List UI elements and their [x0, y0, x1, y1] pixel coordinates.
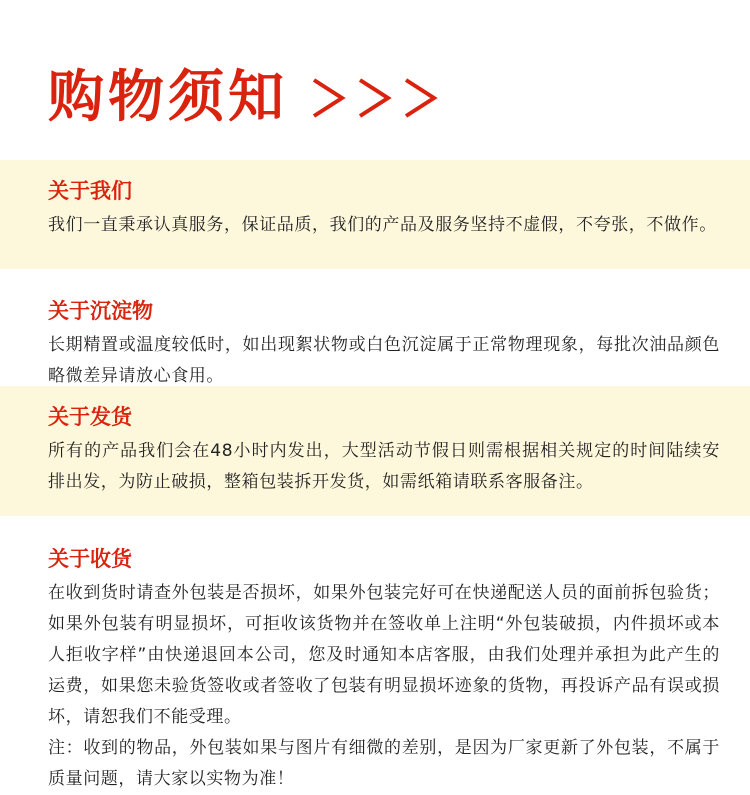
page-title [48, 66, 438, 130]
title-arrows [310, 76, 438, 120]
section-note: 注：收到的物品，外包装如果与图片有细微的差别，是因为厂家更新了外包装，不属于质量问题，请大家以实物为准！ [48, 738, 720, 789]
chevron-right-icon [310, 76, 346, 120]
section-paragraph: 在收到货时请查外包装是否损坏，如果外包装完好可在快递配送人员的面前拆包验货；如果外包装有明显损坏，可拒收该货物并在签收单上注明“外包装破损，内件损坏或本人拒收字样”由快递退回本公司，您及时通知本店客服，由我们处理并承担为此产生的运费，如果您未验货签收或者签收了包装有明显损坏迹象的货物，再投诉产品有误或损坏，请恕我们不能受理。 [48, 583, 720, 727]
section-heading: 关于沉淀物 [48, 299, 153, 323]
section-about-us [0, 160, 750, 269]
section-shipping [0, 386, 750, 516]
section-paragraph: 长期精置或温度较低时，如出现絮状物或白色沉淀属于正常物理现象，每批次油品颜色略微差异请放心食用。 [48, 335, 720, 386]
chevron-right-icon [356, 76, 392, 120]
chevron-right-icon [402, 76, 438, 120]
section-body [48, 210, 720, 241]
section-receipt [0, 528, 750, 789]
section-body [48, 578, 720, 795]
section-paragraph: 所有的产品我们会在48小时内发出，大型活动节假日则需根据相关规定的时间陆续安排出发，为防止破损，整箱包装拆开发货，如需纸箱请联系客服备注。 [48, 441, 720, 492]
page-title-text: 购物须知 [48, 65, 288, 130]
section-sediment [0, 280, 750, 386]
section-heading: 关于发货 [48, 405, 132, 429]
section-heading: 关于我们 [48, 179, 132, 203]
section-body [48, 436, 720, 498]
section-heading: 关于收货 [48, 547, 132, 571]
section-paragraph: 我们一直秉承认真服务，保证品质，我们的产品及服务坚持不虚假，不夸张，不做作。 [48, 215, 717, 235]
section-body [48, 330, 720, 392]
